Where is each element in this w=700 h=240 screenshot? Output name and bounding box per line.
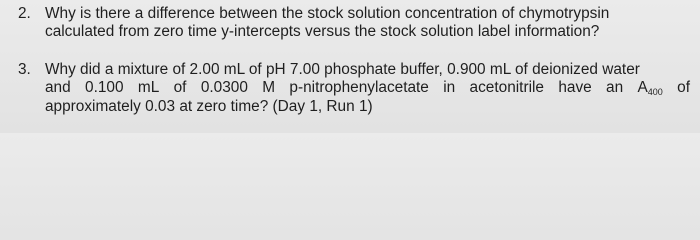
question-text [45,61,690,116]
word: have [558,78,592,96]
question-line: calculated from zero time y-intercepts versus the stock solution label information? [45,22,600,40]
question-3 [18,61,690,116]
word: 0.0300 [200,78,248,96]
word: of [677,78,690,96]
question-number: 2. [18,5,31,22]
question-text [45,5,690,40]
question-2 [18,5,690,40]
word: 0.100 [85,78,124,96]
word: M [262,78,276,96]
absorbance-symbol [638,79,663,99]
question-line: approximately 0.03 at zero time? (Day 1, Run 1) [45,98,373,115]
word: in [443,78,456,96]
word: mL [137,78,160,96]
word: acetonitrile [469,78,544,96]
word: of [173,78,187,96]
question-line: Why is there a difference between the stock solution concentration of chymotrypsin [45,5,610,22]
word: p-nitrophenylacetate [289,78,429,96]
word: and [45,78,71,96]
question-line: Why did a mixture of 2.00 mL of pH 7.00 phosphate buffer, 0.900 mL of deionized water [45,61,640,78]
absorbance-letter: A [637,78,648,96]
question-number: 3. [18,61,31,78]
question-line-justified [45,79,690,99]
absorbance-subscript: 400 [647,86,663,97]
word: an [606,78,624,96]
